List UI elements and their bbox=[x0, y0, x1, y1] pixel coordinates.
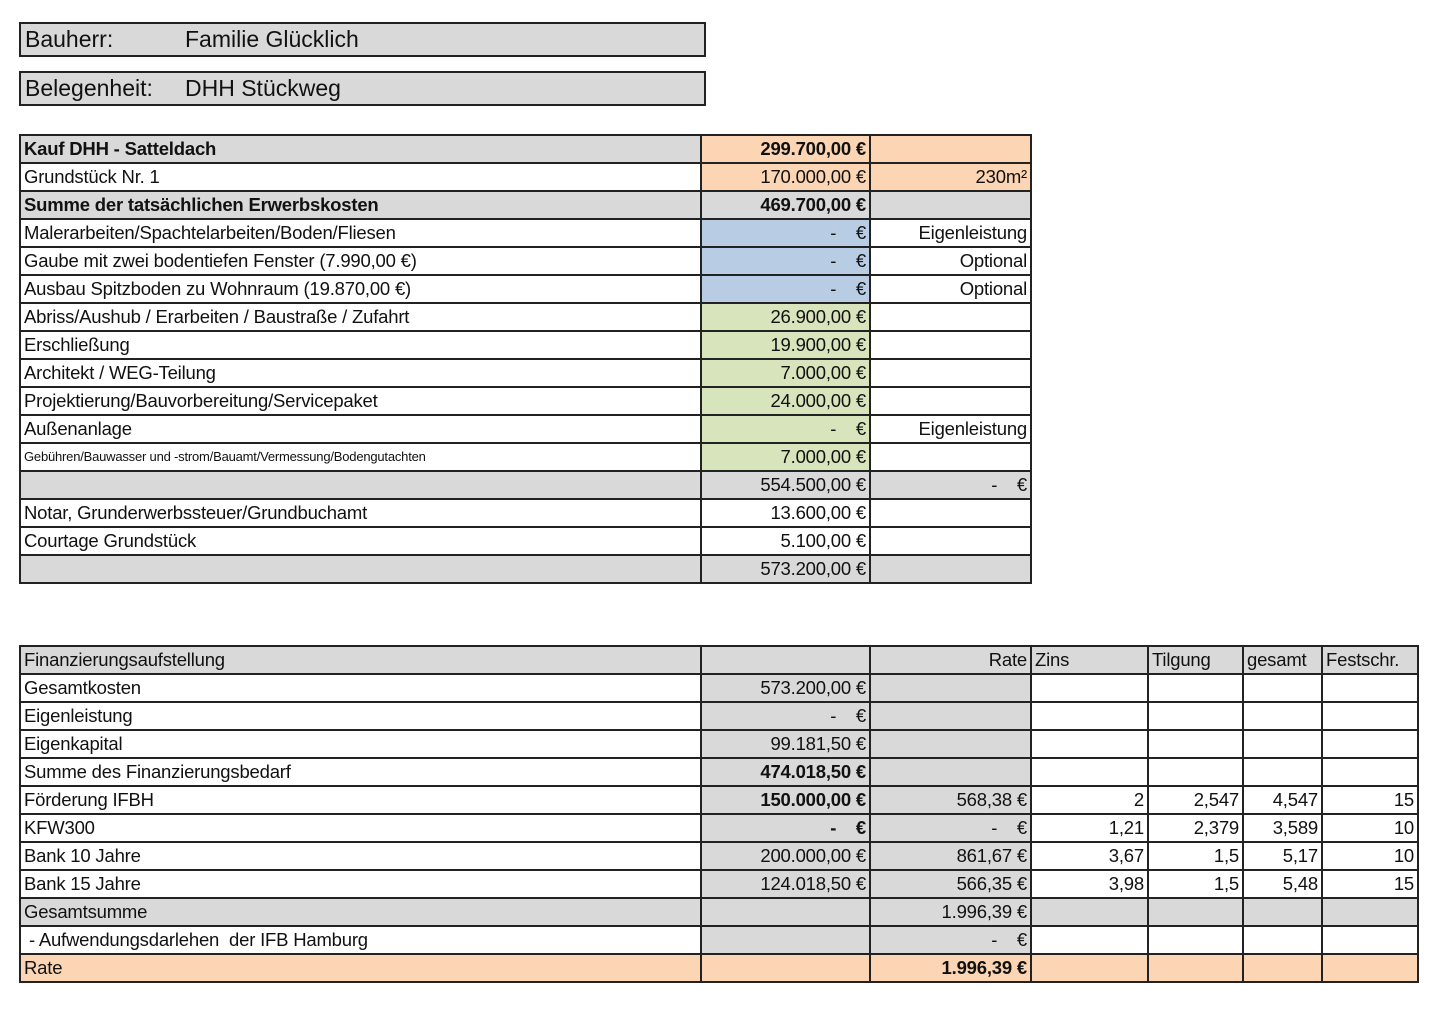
kosten-cell-r5-c0[interactable]: Ausbau Spitzboden zu Wohnraum (19.870,00 €) bbox=[20, 275, 701, 303]
fin-cell-r9-c0[interactable]: Gesamtsumme bbox=[20, 898, 701, 926]
fin-cell-r11-c4[interactable] bbox=[1148, 954, 1243, 982]
kosten-cell-r6-c1[interactable]: 26.900,00 € bbox=[701, 303, 870, 331]
kosten-cell-r0-c2[interactable] bbox=[870, 135, 1031, 163]
fin-cell-r2-c2[interactable] bbox=[870, 702, 1031, 730]
fin-row bbox=[20, 758, 1418, 786]
fin-cell-r10-c1[interactable] bbox=[701, 926, 870, 954]
kosten-row bbox=[20, 303, 1031, 331]
fin-cell-r6-c2[interactable]: - € bbox=[870, 814, 1031, 842]
fin-cell-r8-c2[interactable]: 566,35 € bbox=[870, 870, 1031, 898]
fin-cell-r7-c5[interactable]: 5,17 bbox=[1243, 842, 1322, 870]
kosten-cell-r9-c1[interactable]: 24.000,00 € bbox=[701, 387, 870, 415]
fin-cell-r11-c2[interactable]: 1.996,39 € bbox=[870, 954, 1031, 982]
kosten-cell-r15-c0[interactable] bbox=[20, 555, 701, 583]
kosten-row bbox=[20, 359, 1031, 387]
fin-cell-r0-c3[interactable]: Zins bbox=[1031, 646, 1148, 674]
kosten-row bbox=[20, 443, 1031, 471]
kosten-cell-r8-c1[interactable]: 7.000,00 € bbox=[701, 359, 870, 387]
kosten-cell-r9-c0[interactable]: Projektierung/Bauvorbereitung/Servicepaket bbox=[20, 387, 701, 415]
kosten-cell-r15-c2[interactable] bbox=[870, 555, 1031, 583]
fin-cell-r3-c6[interactable] bbox=[1322, 730, 1418, 758]
kosten-cell-r10-c0[interactable]: Außenanlage bbox=[20, 415, 701, 443]
fin-cell-r8-c0[interactable]: Bank 15 Jahre bbox=[20, 870, 701, 898]
kosten-cell-r8-c0[interactable]: Architekt / WEG-Teilung bbox=[20, 359, 701, 387]
fin-cell-r3-c2[interactable] bbox=[870, 730, 1031, 758]
fin-row bbox=[20, 898, 1418, 926]
bauherr-box bbox=[19, 22, 706, 57]
kosten-cell-r1-c2[interactable]: 230m² bbox=[870, 163, 1031, 191]
kosten-cell-r0-c0[interactable]: Kauf DHH - Satteldach bbox=[20, 135, 701, 163]
fin-cell-r3-c1[interactable]: 99.181,50 € bbox=[701, 730, 870, 758]
fin-cell-r4-c4[interactable] bbox=[1148, 758, 1243, 786]
fin-cell-r11-c3[interactable] bbox=[1031, 954, 1148, 982]
kosten-cell-r11-c0[interactable]: Gebühren/Bauwasser und -strom/Bauamt/Vermessung/Bodengutachten bbox=[20, 443, 701, 471]
kosten-row bbox=[20, 499, 1031, 527]
kosten-cell-r8-c2[interactable] bbox=[870, 359, 1031, 387]
kosten-cell-r2-c0[interactable]: Summe der tatsächlichen Erwerbskosten bbox=[20, 191, 701, 219]
fin-cell-r2-c1[interactable]: - € bbox=[701, 702, 870, 730]
fin-cell-r9-c1[interactable] bbox=[701, 898, 870, 926]
fin-cell-r6-c6[interactable]: 10 bbox=[1322, 814, 1418, 842]
kosten-cell-r10-c2[interactable]: Eigenleistung bbox=[870, 415, 1031, 443]
kosten-cell-r14-c1[interactable]: 5.100,00 € bbox=[701, 527, 870, 555]
fin-cell-r3-c0[interactable]: Eigenkapital bbox=[20, 730, 701, 758]
kosten-cell-r12-c1[interactable]: 554.500,00 € bbox=[701, 471, 870, 499]
fin-cell-r8-c1[interactable]: 124.018,50 € bbox=[701, 870, 870, 898]
fin-cell-r10-c6[interactable] bbox=[1322, 926, 1418, 954]
fin-cell-r7-c4[interactable]: 1,5 bbox=[1148, 842, 1243, 870]
fin-cell-r4-c2[interactable] bbox=[870, 758, 1031, 786]
fin-row bbox=[20, 730, 1418, 758]
kosten-row bbox=[20, 555, 1031, 583]
fin-cell-r4-c5[interactable] bbox=[1243, 758, 1322, 786]
kosten-row bbox=[20, 331, 1031, 359]
kosten-cell-r7-c1[interactable]: 19.900,00 € bbox=[701, 331, 870, 359]
kosten-cell-r1-c0[interactable]: Grundstück Nr. 1 bbox=[20, 163, 701, 191]
kosten-cell-r1-c1[interactable]: 170.000,00 € bbox=[701, 163, 870, 191]
fin-cell-r9-c3[interactable] bbox=[1031, 898, 1148, 926]
bauherr-label: Bauherr: bbox=[25, 26, 114, 52]
fin-cell-r5-c1[interactable]: 150.000,00 € bbox=[701, 786, 870, 814]
kosten-cell-r7-c2[interactable] bbox=[870, 331, 1031, 359]
kosten-cell-r3-c0[interactable]: Malerarbeiten/Spachtelarbeiten/Boden/Fliesen bbox=[20, 219, 701, 247]
kosten-cell-r2-c1[interactable]: 469.700,00 € bbox=[701, 191, 870, 219]
fin-cell-r2-c6[interactable] bbox=[1322, 702, 1418, 730]
fin-cell-r10-c4[interactable] bbox=[1148, 926, 1243, 954]
kosten-cell-r5-c2[interactable]: Optional bbox=[870, 275, 1031, 303]
fin-cell-r2-c3[interactable] bbox=[1031, 702, 1148, 730]
fin-cell-r3-c4[interactable] bbox=[1148, 730, 1243, 758]
fin-cell-r2-c4[interactable] bbox=[1148, 702, 1243, 730]
bauherr-value: Familie Glücklich bbox=[185, 26, 359, 52]
fin-cell-r1-c1[interactable]: 573.200,00 € bbox=[701, 674, 870, 702]
fin-cell-r3-c5[interactable] bbox=[1243, 730, 1322, 758]
fin-cell-r5-c0[interactable]: Förderung IFBH bbox=[20, 786, 701, 814]
fin-cell-r11-c1[interactable] bbox=[701, 954, 870, 982]
fin-cell-r0-c1[interactable] bbox=[701, 646, 870, 674]
fin-cell-r8-c5[interactable]: 5,48 bbox=[1243, 870, 1322, 898]
kosten-cell-r2-c2[interactable] bbox=[870, 191, 1031, 219]
kosten-cell-r10-c1[interactable]: - € bbox=[701, 415, 870, 443]
kosten-cell-r7-c0[interactable]: Erschließung bbox=[20, 331, 701, 359]
fin-cell-r10-c5[interactable] bbox=[1243, 926, 1322, 954]
fin-cell-r0-c4[interactable]: Tilgung bbox=[1148, 646, 1243, 674]
fin-cell-r10-c0[interactable]: - Aufwendungsdarlehen der IFB Hamburg bbox=[20, 926, 701, 954]
kosten-row bbox=[20, 471, 1031, 499]
fin-cell-r11-c6[interactable] bbox=[1322, 954, 1418, 982]
fin-cell-r5-c6[interactable]: 15 bbox=[1322, 786, 1418, 814]
fin-cell-r4-c0[interactable]: Summe des Finanzierungsbedarf bbox=[20, 758, 701, 786]
kosten-cell-r13-c0[interactable]: Notar, Grunderwerbssteuer/Grundbuchamt bbox=[20, 499, 701, 527]
fin-cell-r6-c3[interactable]: 1,21 bbox=[1031, 814, 1148, 842]
kosten-row bbox=[20, 135, 1031, 163]
fin-cell-r1-c0[interactable]: Gesamtkosten bbox=[20, 674, 701, 702]
kosten-row bbox=[20, 163, 1031, 191]
kosten-cell-r12-c2[interactable]: - € bbox=[870, 471, 1031, 499]
fin-cell-r2-c0[interactable]: Eigenleistung bbox=[20, 702, 701, 730]
fin-cell-r9-c5[interactable] bbox=[1243, 898, 1322, 926]
fin-cell-r0-c0[interactable]: Finanzierungsaufstellung bbox=[20, 646, 701, 674]
fin-cell-r8-c4[interactable]: 1,5 bbox=[1148, 870, 1243, 898]
fin-cell-r2-c5[interactable] bbox=[1243, 702, 1322, 730]
kosten-cell-r12-c0[interactable] bbox=[20, 471, 701, 499]
kosten-row bbox=[20, 191, 1031, 219]
fin-cell-r10-c2[interactable]: - € bbox=[870, 926, 1031, 954]
belegenheit-value: DHH Stückweg bbox=[185, 75, 341, 101]
fin-cell-r7-c0[interactable]: Bank 10 Jahre bbox=[20, 842, 701, 870]
fin-cell-r4-c3[interactable] bbox=[1031, 758, 1148, 786]
fin-cell-r11-c5[interactable] bbox=[1243, 954, 1322, 982]
fin-cell-r0-c2[interactable]: Rate bbox=[870, 646, 1031, 674]
fin-cell-r7-c1[interactable]: 200.000,00 € bbox=[701, 842, 870, 870]
fin-cell-r0-c6[interactable]: Festschr. bbox=[1322, 646, 1418, 674]
fin-cell-r3-c3[interactable] bbox=[1031, 730, 1148, 758]
fin-cell-r1-c5[interactable] bbox=[1243, 674, 1322, 702]
kosten-cell-r5-c1[interactable]: - € bbox=[701, 275, 870, 303]
fin-cell-r7-c3[interactable]: 3,67 bbox=[1031, 842, 1148, 870]
kosten-cell-r9-c2[interactable] bbox=[870, 387, 1031, 415]
fin-cell-r1-c4[interactable] bbox=[1148, 674, 1243, 702]
fin-cell-r4-c1[interactable]: 474.018,50 € bbox=[701, 758, 870, 786]
fin-row bbox=[20, 954, 1418, 982]
fin-row bbox=[20, 870, 1418, 898]
fin-row bbox=[20, 926, 1418, 954]
fin-cell-r10-c3[interactable] bbox=[1031, 926, 1148, 954]
fin-cell-r11-c0[interactable]: Rate bbox=[20, 954, 701, 982]
fin-cell-r5-c4[interactable]: 2,547 bbox=[1148, 786, 1243, 814]
kosten-row bbox=[20, 415, 1031, 443]
kosten-cell-r13-c1[interactable]: 13.600,00 € bbox=[701, 499, 870, 527]
fin-cell-r6-c0[interactable]: KFW300 bbox=[20, 814, 701, 842]
kosten-cell-r3-c1[interactable]: - € bbox=[701, 219, 870, 247]
fin-cell-r1-c3[interactable] bbox=[1031, 674, 1148, 702]
fin-cell-r8-c6[interactable]: 15 bbox=[1322, 870, 1418, 898]
fin-cell-r7-c6[interactable]: 10 bbox=[1322, 842, 1418, 870]
fin-row bbox=[20, 786, 1418, 814]
kosten-cell-r11-c2[interactable] bbox=[870, 443, 1031, 471]
kosten-cell-r11-c1[interactable]: 7.000,00 € bbox=[701, 443, 870, 471]
fin-cell-r0-c5[interactable]: gesamt bbox=[1243, 646, 1322, 674]
kosten-cell-r14-c0[interactable]: Courtage Grundstück bbox=[20, 527, 701, 555]
fin-cell-r5-c3[interactable]: 2 bbox=[1031, 786, 1148, 814]
belegenheit-box bbox=[19, 71, 706, 106]
fin-cell-r7-c2[interactable]: 861,67 € bbox=[870, 842, 1031, 870]
fin-cell-r6-c1[interactable]: - € bbox=[701, 814, 870, 842]
kosten-cell-r3-c2[interactable]: Eigenleistung bbox=[870, 219, 1031, 247]
kosten-cell-r13-c2[interactable] bbox=[870, 499, 1031, 527]
fin-cell-r9-c4[interactable] bbox=[1148, 898, 1243, 926]
fin-cell-r9-c2[interactable]: 1.996,39 € bbox=[870, 898, 1031, 926]
kosten-row bbox=[20, 275, 1031, 303]
fin-cell-r6-c5[interactable]: 3,589 bbox=[1243, 814, 1322, 842]
fin-cell-r5-c2[interactable]: 568,38 € bbox=[870, 786, 1031, 814]
kosten-cell-r4-c1[interactable]: - € bbox=[701, 247, 870, 275]
kosten-cell-r6-c2[interactable] bbox=[870, 303, 1031, 331]
belegenheit-label: Belegenheit: bbox=[25, 75, 153, 101]
fin-cell-r5-c5[interactable]: 4,547 bbox=[1243, 786, 1322, 814]
fin-cell-r8-c3[interactable]: 3,98 bbox=[1031, 870, 1148, 898]
kosten-row bbox=[20, 247, 1031, 275]
fin-cell-r9-c6[interactable] bbox=[1322, 898, 1418, 926]
fin-row bbox=[20, 646, 1418, 674]
fin-cell-r6-c4[interactable]: 2,379 bbox=[1148, 814, 1243, 842]
fin-row bbox=[20, 674, 1418, 702]
kosten-cell-r14-c2[interactable] bbox=[870, 527, 1031, 555]
fin-cell-r4-c6[interactable] bbox=[1322, 758, 1418, 786]
kosten-cell-r15-c1[interactable]: 573.200,00 € bbox=[701, 555, 870, 583]
kosten-table bbox=[19, 134, 1032, 584]
fin-cell-r1-c6[interactable] bbox=[1322, 674, 1418, 702]
kosten-cell-r4-c2[interactable]: Optional bbox=[870, 247, 1031, 275]
kosten-cell-r4-c0[interactable]: Gaube mit zwei bodentiefen Fenster (7.990,00 €) bbox=[20, 247, 701, 275]
kosten-cell-r6-c0[interactable]: Abriss/Aushub / Erarbeiten / Baustraße / Zufahrt bbox=[20, 303, 701, 331]
fin-cell-r1-c2[interactable] bbox=[870, 674, 1031, 702]
fin-row bbox=[20, 702, 1418, 730]
kosten-cell-r0-c1[interactable]: 299.700,00 € bbox=[701, 135, 870, 163]
kosten-row bbox=[20, 387, 1031, 415]
kosten-row bbox=[20, 219, 1031, 247]
kosten-row bbox=[20, 527, 1031, 555]
fin-row bbox=[20, 842, 1418, 870]
finanzierung-table bbox=[19, 645, 1419, 983]
fin-row bbox=[20, 814, 1418, 842]
